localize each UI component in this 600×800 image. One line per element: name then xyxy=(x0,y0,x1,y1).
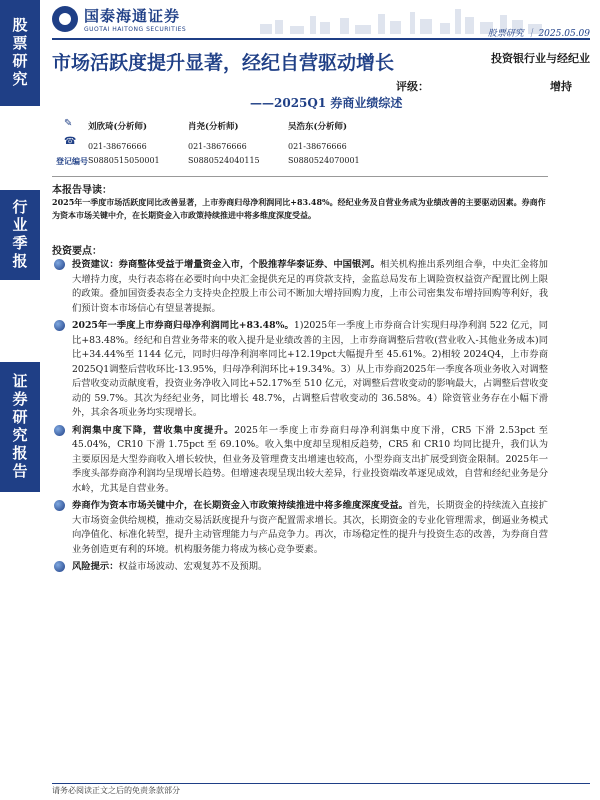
industry-label: 投资银行业与经纪业 xyxy=(491,52,590,65)
bullet-icon xyxy=(54,561,65,572)
point-heading: 券商作为资本市场关键中介，在长期资金入市政策持续推进中将多维度深度受益。 xyxy=(72,500,409,511)
analyst-cert: S0880515050001 xyxy=(88,156,160,165)
report-date: 股票研究 ｜ 2025.05.09 xyxy=(487,29,590,39)
sidebar-tab-label: 行业季报 xyxy=(10,199,29,271)
points-title: 投资要点： xyxy=(52,246,102,257)
bullet-icon xyxy=(54,259,65,270)
analyst-cert: S0880524040115 xyxy=(188,156,260,165)
sidebar-tab-securities-report xyxy=(0,362,40,492)
point-text: 1)2025年一季度上市券商合计实现归母净利润 522 亿元，同比+83.48%。经纪和自营业务带来的收入提升是业绩改善的主因，上市券商调整后营收(营业收入-其他业务成本)同比+34.44%至 1144 亿元，同时归母净利润率同比+12.19pct大幅提升至 45.61%。2)相较 2024Q4，上市券商 2025Q1调整后营收环比-13.95%，归母净利润环比+19.34%。3）从上市券商2025年一季度各项业务收入对调整后营收变动贡献度看，投资业务净收入同比+52.17%至 510 亿元，对调整后营收变动的影响最大，占调整后营收变动的 59.7%。其次为经纪业务，同比增长 48.7%，占调整后营收变动的 36.58%。4）除资管业务存在小幅下滑外，其余各项业务均实现增长。 xyxy=(72,320,548,418)
analyst-divider xyxy=(52,176,548,177)
bullet-icon xyxy=(54,500,65,511)
point-item xyxy=(52,424,548,497)
sidebar-tab-label: 股票研究 xyxy=(10,17,29,89)
analyst-3 xyxy=(288,120,347,151)
bullet-icon xyxy=(54,320,65,331)
logo-name-en: GUOTAI HAITONG SECURITIES xyxy=(84,26,187,33)
point-item xyxy=(52,319,548,421)
company-logo xyxy=(52,5,186,33)
analyst-name: 刘欣琦(分析师) xyxy=(88,122,148,132)
point-text: 相关机构推出系列组合拳，中央汇金将加大增持力度，央行表态将在必要时向中央汇金提供充足的再贷款支持，金监总局发布上调险资权益资产配置比例上限的政策。叠加国资委表态全力支持央企控股上市公司不断加大增持回购力度，上市公司密集发布增持回购等利好，我们预计资本市场信心有望显著提振。 xyxy=(72,259,548,314)
point-item xyxy=(52,560,548,575)
point-text: 权益市场波动、宏观复苏不及预期。 xyxy=(118,561,268,572)
analyst-1 xyxy=(88,120,147,151)
analyst-panel xyxy=(52,116,548,172)
point-item xyxy=(52,258,548,316)
logo-name-cn: 国泰海通证券 xyxy=(84,7,181,25)
analyst-phone: 021-38676666 xyxy=(88,142,147,151)
report-title: 市场活跃度提升显著，经纪自营驱动增长 xyxy=(52,52,395,74)
logo-icon xyxy=(52,6,78,32)
analyst-cert: S0880524070001 xyxy=(288,156,360,165)
point-heading: 2025年一季度上市券商归母净利润同比+83.48%。 xyxy=(72,320,294,331)
point-heading: 风险提示： xyxy=(72,561,119,572)
sidebar-tab-label: 证券研究报告 xyxy=(10,373,29,481)
point-text: 2025年一季度上市券商归母净利润集中度下滑，CR5 下滑 2.53pct 至 45.04%，CR10 下滑 1.75pct 至 69.10%。收入集中度却呈现相反趋势，CR5 和 CR10 均同比提升，我们认为主要原因是大型券商收入增长较快，但业务及管理费支出增速也较高，小型券商支出扩展受到资金限制。2025年一季度头部券商净利润均呈现增长趋势。但增速表现呈现出较大差异，行业投资端改革逐见成效，自营和经纪业务是分水岭，尤其是自营业务。 xyxy=(72,424,548,494)
analyst-name: 肖尧(分析师) xyxy=(188,122,239,132)
sidebar-tab-industry-quarterly xyxy=(0,190,40,280)
analyst-phone: 021-38676666 xyxy=(188,142,247,151)
phone-icon: ☎ xyxy=(64,136,77,147)
analyst-2 xyxy=(188,120,247,151)
rating-label: 评级： xyxy=(396,80,429,93)
footer-divider xyxy=(52,783,590,784)
sidebar-tab-stock-research xyxy=(0,0,40,106)
analyst-phone: 021-38676666 xyxy=(288,142,347,151)
point-heading: 投资建议：券商整体受益于增量资金入市，个股推荐华泰证券、中国银河。 xyxy=(72,259,381,270)
signature-icon: ✎ xyxy=(64,118,73,129)
guide-text: 2025年一季度市场活跃度同比改善显著，上市券商归母净利润同比+83.48%。经纪业务及自营业务成为业绩改善的主要驱动因素。券商作为资本市场关键中介，在长期资金入市政策持续推进中将多维度深度受益。 xyxy=(52,197,546,220)
bullet-icon xyxy=(54,425,65,436)
point-text: 首先，长期资金的持续流入直接扩大市场资金供给规模，推动交易活跃度提升与资产配置需求增长。其次，长期资金的专业化管理需求，倒逼业务模式向净值化、标准化转型，提升主动管理能力与产品竞争力。再次，市场稳定性的提升与投资生态的改善，为券商自营业务创造更有利的环境。机构服务能力将成为核心竞争要素。 xyxy=(72,500,548,555)
point-item xyxy=(52,499,548,557)
cert-label: 登记编号 xyxy=(56,156,88,166)
point-heading: 利润集中度下降，营收集中度提升。 xyxy=(72,424,235,436)
disclaimer-note: 请务必阅读正文之后的免责条款部分 xyxy=(52,786,180,795)
guide-title: 本报告导读： xyxy=(52,185,112,196)
rating-value: 增持 xyxy=(550,80,572,93)
report-subtitle: ——2025Q1 券商业绩综述 xyxy=(250,96,403,110)
investment-points xyxy=(52,258,548,578)
analyst-name: 吴浩东(分析师) xyxy=(288,122,348,132)
